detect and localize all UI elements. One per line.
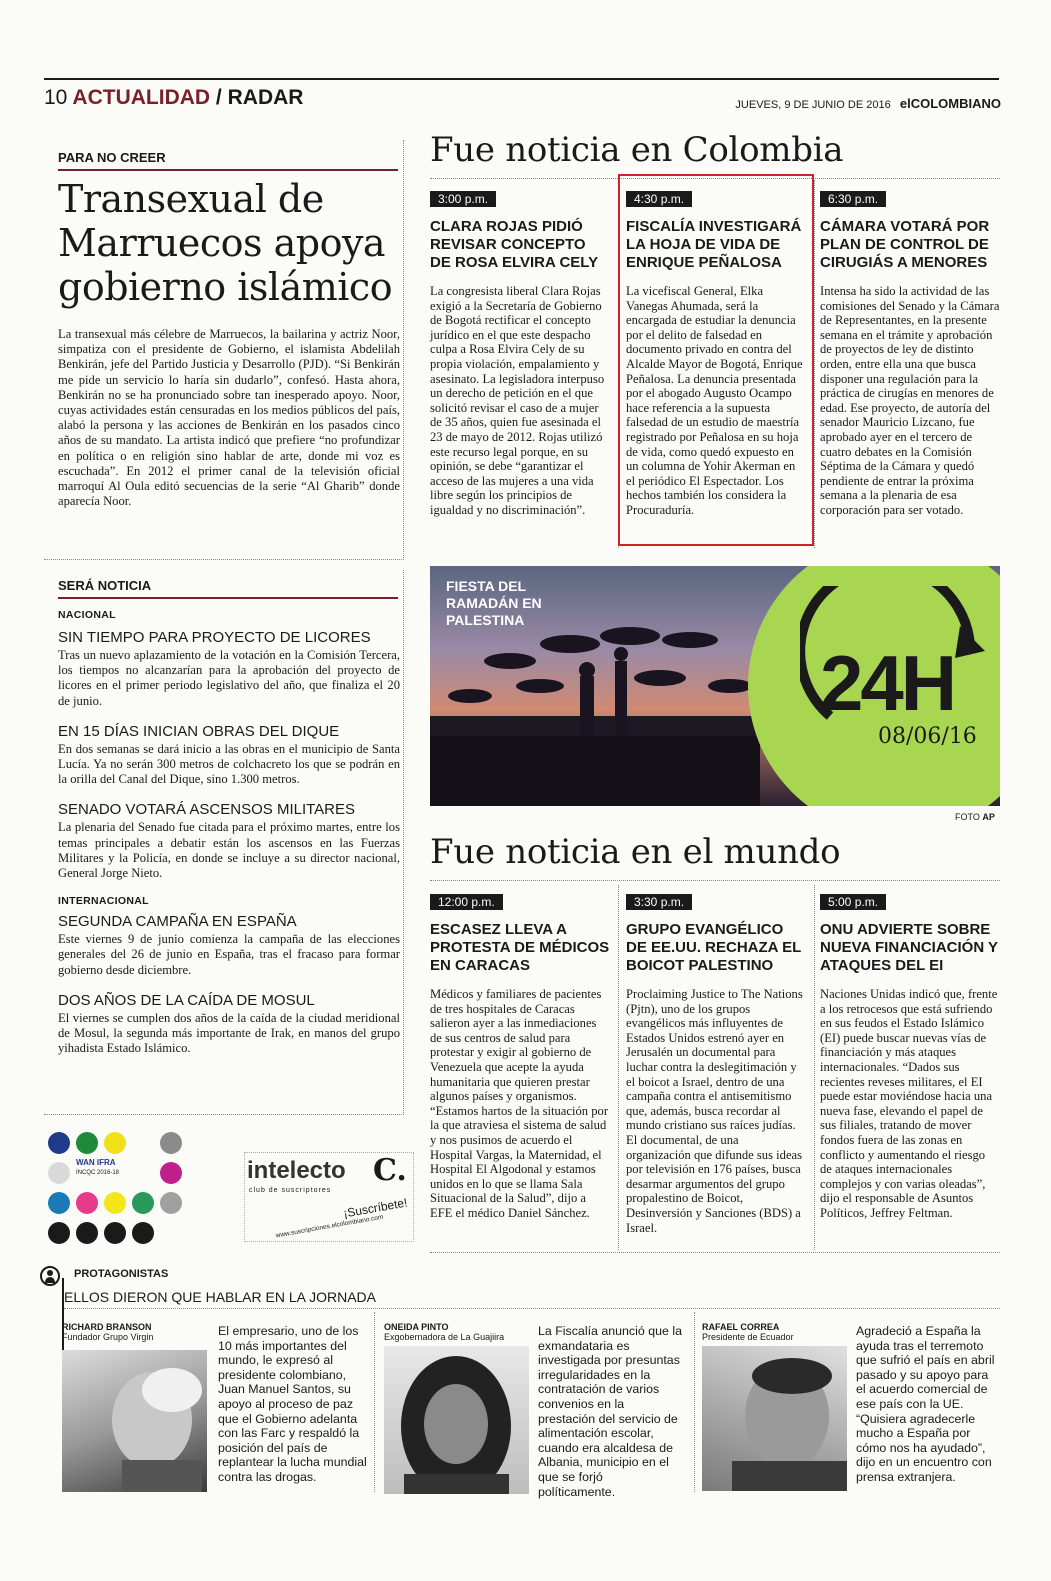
protagonist-role: Exgobernadora de La Guajiira — [384, 1332, 505, 1342]
column-body: Intensa ha sido la actividad de las comisiones del Senado y la Cámara de Representantes, en la presente semana en el trámite y aprobación de proyectos de ley de distinto orden, entre ella una que busca disponer una regulación para la práctica de cirugías en menores de edad. Ese proyecto, de autoría del senador Mauricio Lizcano, fue aprobado ayer en el tercero de cuatro debates en la Comisión Séptima de la Cámara y quedó pendiente de entrar la próxima semana a la plenaria de esa corporación para ser votado. — [820, 284, 1000, 517]
sera-noticia-kicker: SERÁ NOTICIA — [58, 578, 152, 593]
column-body: La congresista liberal Clara Rojas exigió a la Secretaría de Gobierno de Bogotá rectificar el concepto jurídico en el que este despacho culpa a Rosa Elvira Cely de su propia violación, empalamiento y asesinato. La legisladora interpuso un derecho de petición en el que solicitó revisar el caso de a mujer de 35 años, quien fue asesinada el 23 de mayo de 2012. Rojas utilizó este recurso legal porque, en su opinión, se debe “garantizar el acceso de las mujeres a una vida libre según los principios de igualdad y no discriminación”. — [430, 284, 605, 517]
page-number: 10 — [44, 86, 68, 109]
column-body: Médicos y familiares de pacientes de tres hospitales de Caracas salieron ayer a las inmediaciones de sus centros de salud para protestar y exigir al gobierno de Venezuela que acepte la ayuda humanitaria que quieren prestar algunos países y organismos. “Estamos hartos de la situación por la que atraviesa el sistema de salud y nos pusimos de acuerdo el Hospital Vargas, la Maternidad, el Hospital El Algodonal y estamos unidos en lo que se llama Sala Situacional de la Salud”, dijo a EFE el médico Daniel Sánchez. — [430, 987, 609, 1220]
header-rule — [44, 78, 999, 80]
subsection-name: RADAR — [227, 86, 304, 109]
protagonist-role: Presidente de Ecuador — [702, 1332, 794, 1342]
mundo-section-title: Fue noticia en el mundo — [430, 832, 841, 872]
protagonistas-block — [40, 1262, 1000, 1502]
color-dot — [76, 1222, 98, 1244]
item-head: SEGUNDA CAMPAÑA EN ESPAÑA — [58, 913, 297, 931]
item-body: En dos semanas se dará inicio a las obras en el municipio de Santa Lucía. Ya no serán 300 metros de colchacreto los que se podrán en la orilla del Canal del Dique, sino 1.300 metros. — [58, 741, 400, 787]
title-line: Transexual de — [58, 177, 324, 221]
item-body: El viernes se cumplen dos años de la caída de la ciudad meridional de Mosul, la segunda más importante de Irak, en manos del grupo yihadista Estado Islámico. — [58, 1010, 400, 1056]
intelecto-wordmark: intelecto — [247, 1157, 346, 1184]
caption-line: FIESTA DEL — [446, 578, 527, 594]
protagonist-text: El empresario, uno de los 10 más importantes del mundo, le expresó al presidente colombiano, Juan Manuel Santos, su apoyo al proceso de paz que el Gobierno adelanta con las Farc y respaldó la posición del país de replantear la lucha mundial contra las drogas. — [218, 1324, 367, 1484]
credit-prefix: FOTO — [955, 812, 980, 822]
ads-block — [44, 1122, 414, 1252]
article-title — [58, 177, 403, 309]
item-body: Este viernes 9 de junio comienza la campaña de las elecciones generales del 26 de junio en España, tras el fracaso para formar gobierno desde diciembre. — [58, 932, 400, 977]
protagonistas-kicker: PROTAGONISTAS — [74, 1268, 169, 1280]
protagonistas-rule-h — [64, 1308, 1000, 1309]
color-dot — [104, 1192, 126, 1214]
color-dot — [132, 1192, 154, 1214]
protagonist-1 — [62, 1322, 372, 1484]
nacional-label: NACIONAL — [58, 609, 116, 621]
section-name: ACTUALIDAD — [72, 86, 211, 109]
paper-prefix: el — [899, 96, 911, 111]
time-badge: 3:30 p.m. — [626, 894, 692, 910]
intelecto-logo: C. — [373, 1153, 407, 1188]
ramadan-photo — [430, 566, 1000, 806]
para-no-creer-kicker: PARA NO CREER — [58, 150, 166, 165]
time-badge: 3:00 p.m. — [430, 191, 496, 207]
color-dot — [104, 1222, 126, 1244]
column-head: ONU ADVIERTE SOBRE NUEVA FINANCIACIÓN Y ATAQUES DEL EI — [820, 921, 998, 974]
protagonist-name: ONEIDA PINTO — [384, 1322, 449, 1332]
credit-name: AP — [982, 812, 995, 822]
column-divider — [814, 180, 815, 548]
intelecto-ad[interactable] — [244, 1152, 414, 1242]
page-header — [44, 86, 303, 110]
color-dot — [104, 1132, 126, 1154]
photo-credit — [955, 812, 995, 822]
column-head: CLARA ROJAS PIDIÓ REVISAR CONCEPTO DE ROSA ELVIRA CELY — [430, 218, 599, 271]
column-body: Proclaiming Justice to The Nations (Pjtn), uno de los grupos evangélicos más influyentes de Estados Unidos estrenó ayer en Jerusalén un documental para luchar contra la deslegitimación y el boicot a Israel, dentro de una campaña contra el antisemitismo que, además, busca recordar al mundo cristiano sus raíces judías. El documental, de una organización que difunde sus ideas por televisión en 176 países, busca desarmar argumentos del grupo propalestino de Boicot, Desinversión y Sanciones (BDS) a Israel. — [626, 987, 803, 1235]
protagonist-2 — [384, 1322, 684, 1499]
color-dot — [160, 1162, 182, 1184]
paper-name: COLOMBIANO — [910, 96, 1001, 111]
color-dot — [160, 1192, 182, 1214]
protagonist-role: Fundador Grupo Virgin — [62, 1332, 154, 1342]
wan-ifra-label: WAN IFRA — [76, 1158, 116, 1167]
colombia-col-2 — [626, 190, 806, 518]
suscripciones-url[interactable]: www.suscripciones.elcolombiano.com — [275, 1213, 384, 1240]
color-dot — [76, 1192, 98, 1214]
column-head: ESCASEZ LLEVA A PROTESTA DE MÉDICOS EN CARACAS — [430, 921, 610, 974]
time-badge: 4:30 p.m. — [626, 191, 692, 207]
photo-caption — [446, 578, 542, 629]
caption-line: RAMADÁN EN — [446, 595, 542, 611]
color-dot — [48, 1222, 70, 1244]
section-rule — [430, 880, 1000, 881]
intelecto-sub: club de suscriptores — [249, 1187, 332, 1194]
protagonist-text: Agradeció a España la ayuda tras el terremoto que sufrió el país en abril pasado y su apoyo para el acuerdo comercial de ese país con la UE. “Quisiera agradecerle mucho a España por cómo nos ha ayudado”, dijo en un encuentro con prensa extranjera. — [856, 1324, 995, 1484]
colombia-col-3 — [820, 190, 1000, 518]
para-no-creer-block — [44, 140, 404, 560]
internacional-label: INTERNACIONAL — [58, 895, 149, 908]
sera-noticia-list — [58, 609, 400, 1056]
wan-ifra-sub: INCQC 2016-18 — [76, 1170, 120, 1176]
title-line: Marruecos apoya — [58, 221, 386, 265]
mundo-col-3 — [820, 893, 1000, 1221]
wan-ifra-badge — [48, 1132, 198, 1242]
portrait-oneida-pinto — [384, 1346, 529, 1494]
column-body: La vicefiscal General, Elka Vanegas Ahumada, será la encargada de estudiar la denuncia por el delito de falsedad en documento privado en contra del Alcalde Mayor de Bogotá, Enrique Peñalosa. La denuncia presentada por el abogado Augusto Ocampo hace referencia a la supuesta falsedad de un estudio de maestría registrado por Peñalosa en su hoja de vida, como quedó expuesto en un columna de Yohir Akerman en el periódico El Espectador. Los hechos también los considera la Procuraduría. — [626, 284, 803, 517]
column-head: FISCALÍA INVESTIGARÁ LA HOJA DE VIDA DE ENRIQUE PEÑALOSA — [626, 218, 802, 271]
portrait-richard-branson — [62, 1350, 207, 1492]
color-dot — [48, 1162, 70, 1184]
suscribete-text: ¡Suscríbete! — [342, 1195, 409, 1221]
time-badge: 6:30 p.m. — [820, 191, 886, 207]
header-separator: / — [215, 86, 222, 109]
kicker-rule — [58, 169, 398, 171]
column-head: GRUPO EVANGÉLICO DE EE.UU. RECHAZA EL BOICOT PALESTINO — [626, 921, 802, 974]
protagonist-divider — [374, 1312, 375, 1492]
protagonist-3 — [702, 1322, 1000, 1484]
column-divider — [814, 885, 815, 1250]
protagonist-divider — [694, 1312, 695, 1492]
article-body: La transexual más célebre de Marruecos, la bailarina y actriz Noor, simpatiza con el presidente de Gobierno, el islamista Abdelilah Benkirán, jefe del Partido Justicia y Desarrollo (PJD). “Si Benkirán me pide un servicio lo haría sin dudarlo”, confesó. Hasta ahora, Benkirán no se ha pronunciado sobre tan inesperado apoyo. Noor, cuyas actividades están censuradas en los medios públicos del país, alabó la persona y las acciones de Benkirán en los pasados cinco años de su mandato. La artista indicó que prefiere “no profundizar en política o en religión sino hablar de arte, donde mi voz es escuchada”. En 2012 el primer canal de la televisión oficial marroquí Al Oula editó secuencias de la serie “Al Gharib” donde aparecía Noor. — [58, 327, 400, 509]
item-head: SIN TIEMPO PARA PROYECTO DE LICORES — [58, 629, 371, 646]
color-dot — [48, 1192, 70, 1214]
protagonistas-title: ELLOS DIERON QUE HABLAR EN LA JORNADA — [64, 1289, 376, 1305]
24h-badge: 24H — [820, 639, 955, 727]
color-dot — [48, 1132, 70, 1154]
time-badge: 5:00 p.m. — [820, 894, 886, 910]
color-dot — [132, 1222, 154, 1244]
mundo-col-2 — [626, 893, 806, 1235]
caption-line: PALESTINA — [446, 612, 525, 628]
item-head: EN 15 DÍAS INICIAN OBRAS DEL DIQUE — [58, 722, 340, 740]
item-body: La plenaria del Senado fue citada para el próximo martes, entre los temas principales a debatir están los ascensos en las Fuerzas Militares y la Policía, en donde se incluye a su director nacional, General Jorge Nieto. — [58, 820, 400, 881]
issue-date: JUEVES, 9 DE JUNIO DE 2016 — [735, 99, 891, 111]
column-divider — [618, 885, 619, 1250]
item-head: SENADO VOTARÁ ASCENSOS MILITARES — [58, 801, 356, 819]
protagonist-name: RICHARD BRANSON — [62, 1322, 152, 1332]
protagonist-text: La Fiscalía anunció que la exmandataria es investigada por presuntas irregularidades en la contratación de varios convenios en la prestación del servicio de alimentación escolar, cuando era alcaldesa de Albania, municipio en el que se forjó políticamente. — [538, 1324, 682, 1499]
header-date-paper — [735, 96, 1001, 111]
section-rule — [430, 1252, 1000, 1253]
protagonist-name: RAFAEL CORREA — [702, 1322, 780, 1332]
item-head: DOS AÑOS DE LA CAÍDA DE MOSUL — [58, 991, 315, 1009]
24h-date: 08/06/16 — [878, 724, 977, 749]
portrait-rafael-correa — [702, 1346, 847, 1491]
time-badge: 12:00 p.m. — [430, 894, 503, 910]
mundo-col-1 — [430, 893, 610, 1221]
colombia-section-title: Fue noticia en Colombia — [430, 130, 844, 170]
colombia-col-1 — [430, 190, 610, 518]
color-dot — [76, 1132, 98, 1154]
person-icon — [40, 1266, 60, 1286]
item-body: Tras un nuevo aplazamiento de la votación en la Comisión Tercera, los tiempos no alcanzarían para la aprobación del proyecto de licores en el primer periodo legislativo del año, que finaliza el 20 de junio. — [58, 648, 400, 708]
sera-noticia-block — [44, 570, 404, 1115]
column-body: Naciones Unidas indicó que, frente a los retrocesos que está sufriendo en sus feudos el Estado Islámico (EI) puede buscar nuevas vías de financiación y más ataques internacionales. “Dados sus recientes reveses militares, el EI puede estar moviéndose hacia una nueva fase, elevando el papel de sus filiales, tratando de mover fondos fuera de las zonas en conflicto y aumentando el riesgo de ataques internacionales complejos y con varias oleadas”, dijo el responsable de Asuntos Políticos, Jeffrey Feltman. — [820, 987, 998, 1220]
column-head: CÁMARA VOTARÁ POR PLAN DE CONTROL DE CIRUGIÁS A MENORES — [820, 218, 990, 271]
title-line: gobierno islámico — [58, 265, 393, 309]
color-dot — [160, 1132, 182, 1154]
kicker-rule — [58, 597, 398, 599]
